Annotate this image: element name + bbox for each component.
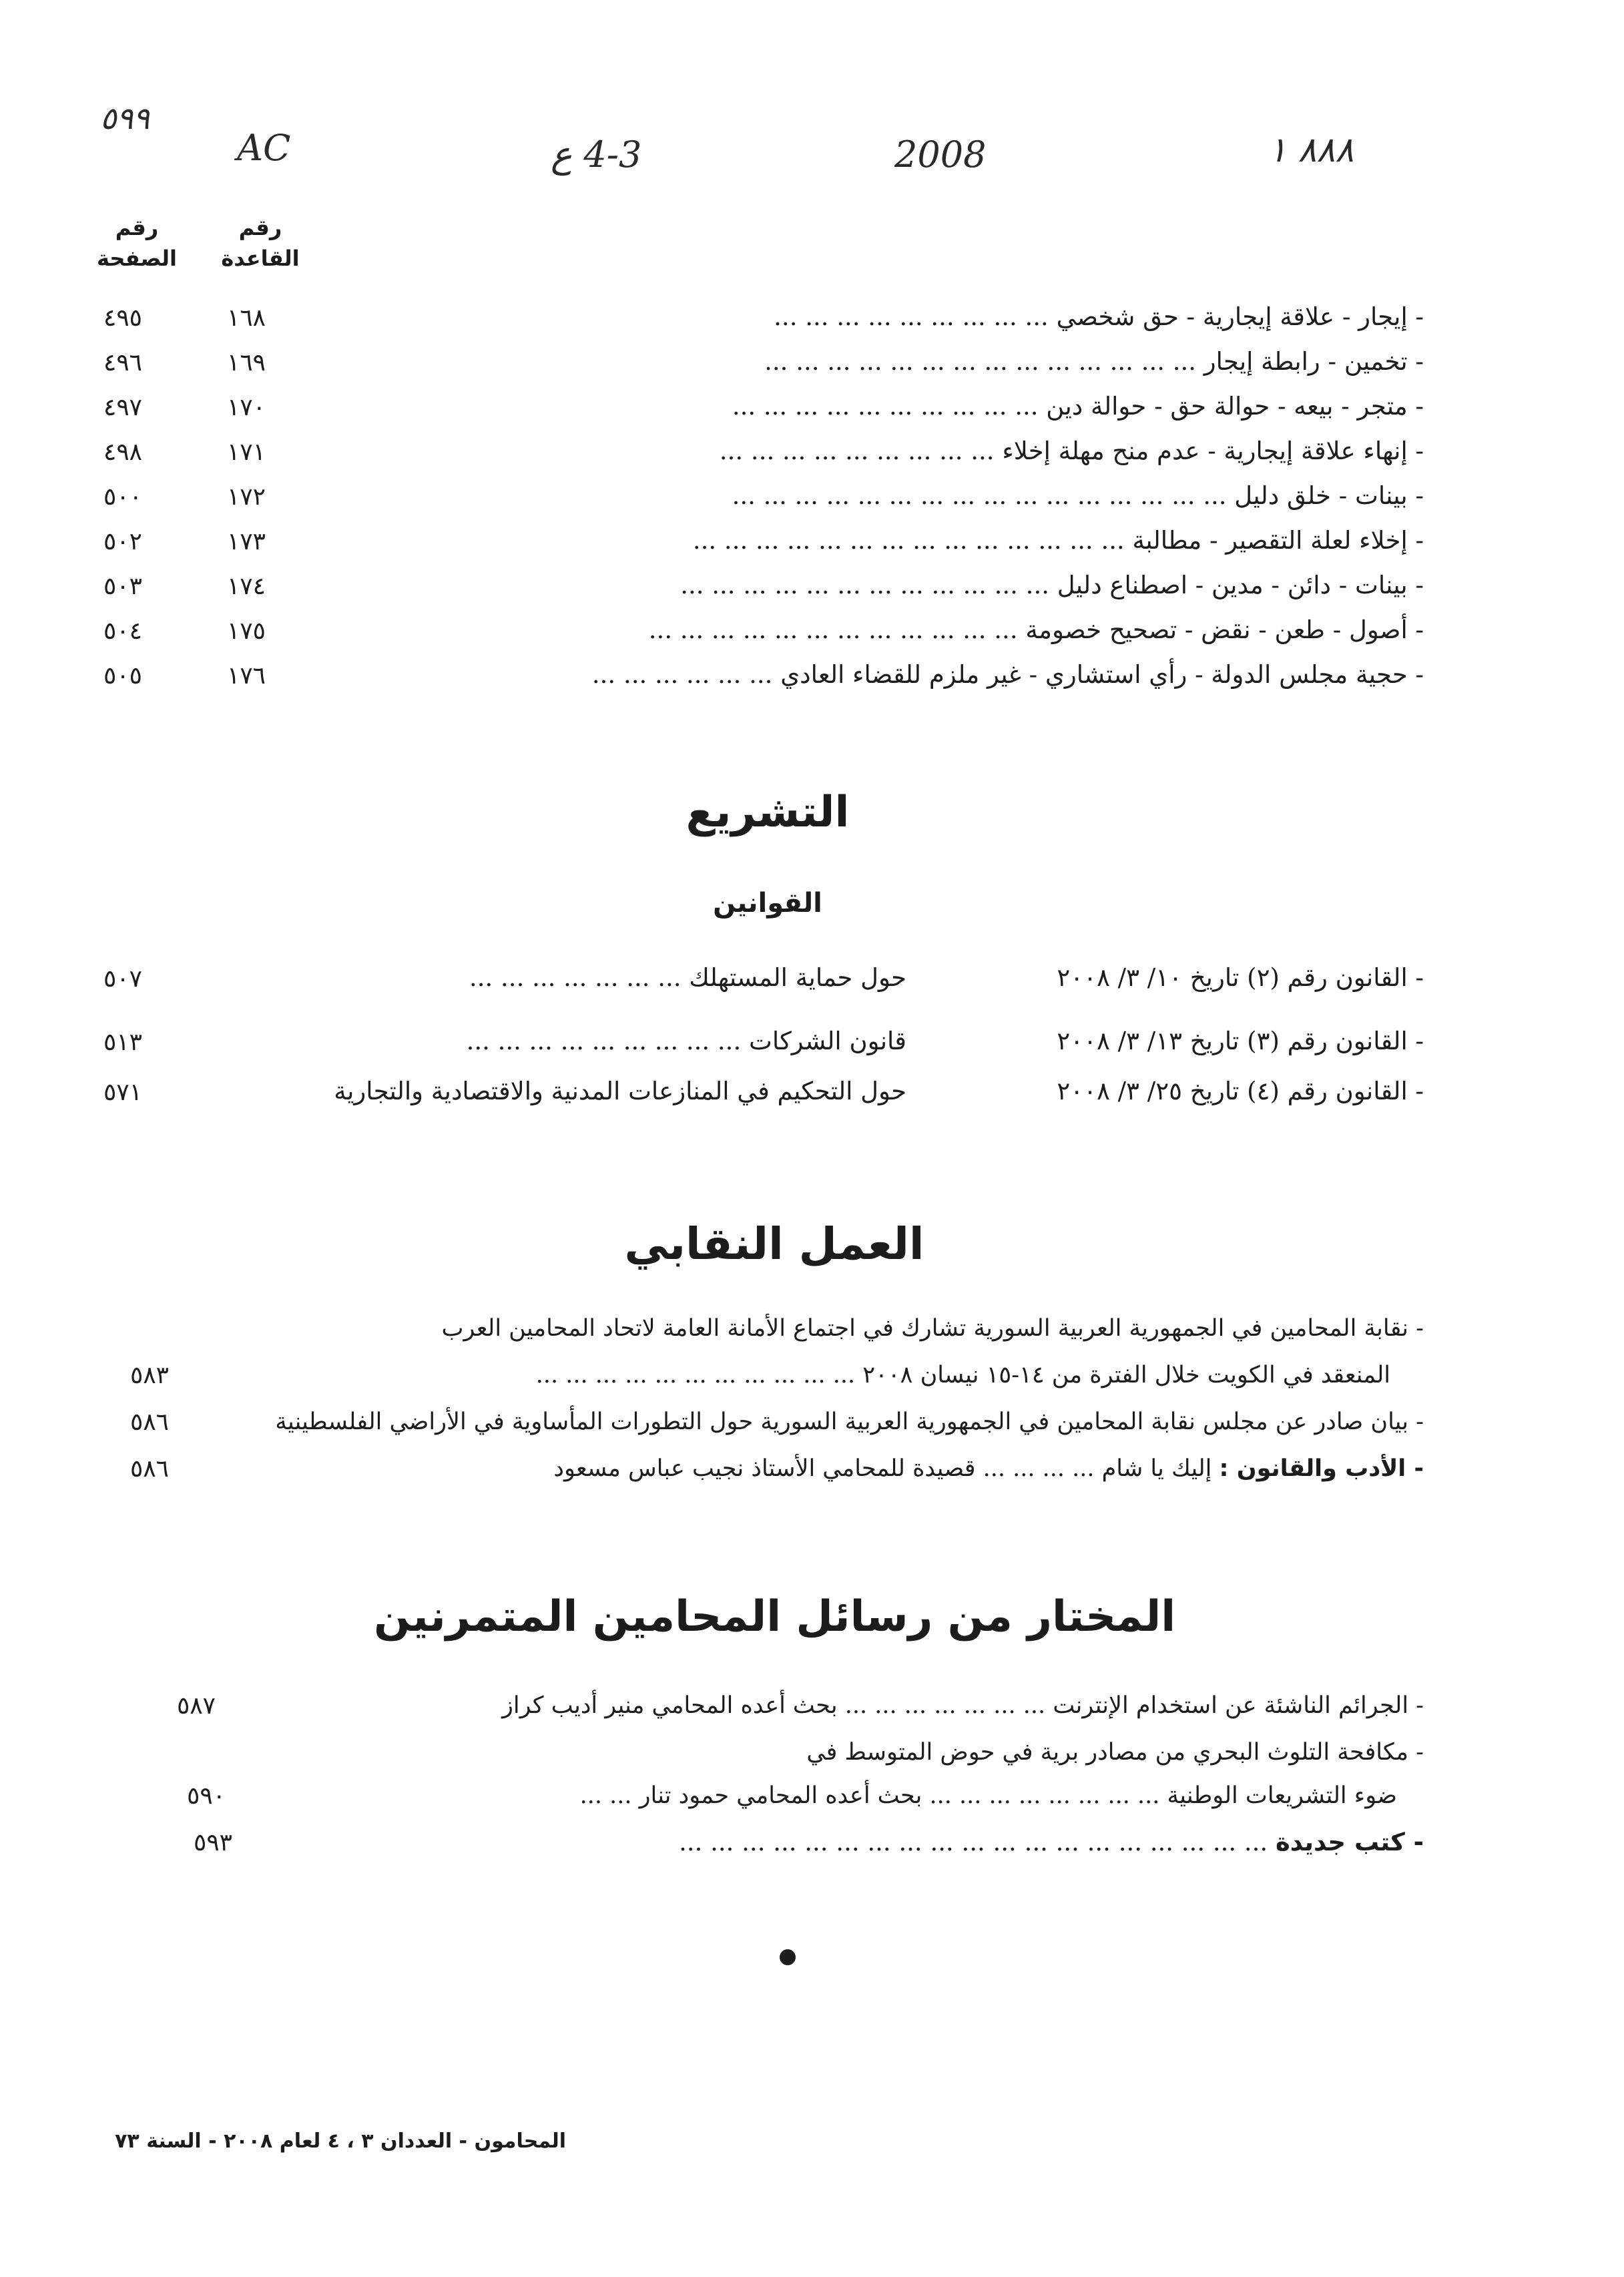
- trainees-title: المختار من رسائل المحامين المتمرنين: [374, 1592, 1176, 1641]
- rule-entry-text: - متجر - بيعه - حوالة حق - حوالة دين: [1046, 392, 1424, 421]
- trainee-item-1-dots: ... ... ... ... ... ... ...: [844, 1692, 1046, 1719]
- rule-header-line1: رقم: [238, 215, 282, 240]
- trainee-item-2-dots: ... ... ... ... ... ... ... ...: [929, 1782, 1160, 1809]
- rule-entry-dots: ... ... ... ... ... ... ... ... ... ... ... ... ... ...: [692, 526, 1125, 555]
- rule-page-number: ٥٠٤: [103, 617, 143, 645]
- handwritten-year: 2008: [894, 134, 987, 176]
- rule-number: ١٧٤: [227, 573, 266, 600]
- rule-page-number: ٥٠٠: [103, 483, 143, 511]
- trainee-item-1: [502, 1689, 1424, 1722]
- rule-entry: [336, 524, 1424, 557]
- rule-header-line2: القاعدة: [221, 246, 300, 271]
- law-page-number: ٥١٣: [103, 1029, 143, 1056]
- law-number: - القانون رقم (٤) تاريخ ٢٥/ ٣/ ٢٠٠٨: [1057, 1077, 1424, 1105]
- law-number: - القانون رقم (٢) تاريخ ١٠/ ٣/ ٢٠٠٨: [1057, 963, 1424, 992]
- legislation-title: التشريع: [686, 788, 850, 837]
- literature-page: ٥٨٦: [130, 1455, 170, 1483]
- rule-entry: [336, 300, 1424, 334]
- rule-entry: [336, 435, 1424, 468]
- footer-issue-info: المحامون - العددان ٣ ، ٤ لعام ٢٠٠٨ - السنة ٧٣: [115, 2129, 566, 2153]
- rule-entry: [336, 613, 1424, 647]
- rule-page-number: ٥٠٥: [103, 662, 143, 690]
- page-header-line2: الصفحة: [96, 246, 177, 271]
- rule-entry-text: - بينات - خلق دليل: [1234, 481, 1424, 510]
- rule-number: ١٧٦: [227, 662, 266, 690]
- rule-entry-text: - بينات - دائن - مدين - اصطناع دليل: [1057, 571, 1424, 599]
- new-books-page: ٥٩٣: [194, 1829, 233, 1856]
- rule-number: ١٧٢: [227, 483, 266, 511]
- new-books-label: - كتب جديدة: [1275, 1828, 1424, 1856]
- rule-number: ١٧١: [227, 439, 266, 466]
- literature-label: - الأدب والقانون :: [1219, 1455, 1424, 1482]
- trainee-item-2-page: ٥٩٠: [187, 1782, 226, 1810]
- rule-entry-text: - حجية مجلس الدولة - رأي استشاري - غير ملزم للقضاء العادي: [780, 660, 1424, 689]
- law-number: - القانون رقم (٣) تاريخ ١٣/ ٣/ ٢٠٠٨: [1057, 1027, 1424, 1055]
- law-page-number: ٥٠٧: [103, 965, 143, 993]
- end-ornament: [780, 1949, 796, 1965]
- literature-dots: ... ... ... ...: [983, 1455, 1095, 1482]
- rule-entry: [336, 390, 1424, 423]
- page-number-header: [83, 212, 190, 274]
- trainee-item-2-dots2: ... ...: [579, 1782, 632, 1809]
- handwritten-page-number: ٥٩٩: [100, 100, 150, 136]
- rule-entry-dots: ... ... ... ... ... ...: [591, 660, 773, 689]
- new-books-dots: ... ... ... ... ... ... ... ... ... ... ... ... ... ... ... ... ... ... ...: [679, 1828, 1268, 1856]
- rule-page-number: ٤٩٦: [103, 349, 143, 376]
- rule-entry: [336, 479, 1424, 513]
- trainee-item-2-subtitle: ضوء التشريعات الوطنية: [1167, 1782, 1397, 1809]
- literature-desc: قصيدة للمحامي الأستاذ نجيب عباس مسعود: [553, 1455, 976, 1482]
- rule-number: ١٦٨: [227, 304, 266, 332]
- law-subject: حول التحكيم في المنازعات المدنية والاقتصادية والتجارية: [334, 1077, 906, 1105]
- union-work-title: العمل النقابي: [624, 1218, 924, 1270]
- rule-page-number: ٤٩٨: [103, 439, 143, 466]
- union-item-2-page: ٥٨٦: [130, 1409, 170, 1436]
- rule-entry-dots: ... ... ... ... ... ... ... ... ...: [719, 437, 995, 465]
- rule-entry-dots: ... ... ... ... ... ... ... ... ...: [774, 302, 1049, 331]
- trainee-item-1-author: بحث أعده المحامي منير أديب كراز: [501, 1692, 838, 1719]
- law-subject-row: [469, 961, 906, 995]
- rule-number: ١٧٣: [227, 528, 266, 555]
- new-books-row: [679, 1826, 1424, 1859]
- rule-page-number: ٥٠٣: [103, 573, 143, 600]
- rule-number-header: [210, 212, 310, 274]
- rule-page-number: ٤٩٥: [103, 304, 143, 332]
- law-dots: ... ... ... ... ... ... ...: [469, 963, 682, 992]
- rule-entry-text: - أصول - طعن - نقض - تصحيح خصومة: [1025, 615, 1424, 644]
- law-subject: حول حماية المستهلك: [689, 963, 906, 992]
- rule-number: ١٦٩: [227, 349, 266, 376]
- rule-entry: [336, 569, 1424, 602]
- trainee-item-2-author: بحث أعده المحامي حمود تنار: [639, 1782, 922, 1809]
- laws-subtitle: القوانين: [713, 888, 822, 919]
- rule-entry-text: - تخمين - رابطة إيجار: [1203, 347, 1424, 376]
- page-header-line1: رقم: [115, 215, 159, 240]
- union-item-1-line1: - نقابة المحامين في الجمهورية العربية السورية تشارك في اجتماع الأمانة العامة لاتحاد المحامين العرب: [441, 1315, 1424, 1342]
- rule-page-number: ٤٩٧: [103, 394, 143, 421]
- rule-entry-text: - إنهاء علاقة إيجارية - عدم منح مهلة إخلاء: [1002, 437, 1424, 465]
- bleed-through-heading: [1155, 240, 1170, 290]
- rule-entry-dots: ... ... ... ... ... ... ... ... ... ... ... ...: [680, 571, 1049, 599]
- law-page-number: ٥٧١: [103, 1079, 143, 1106]
- law-subject-row: [334, 1075, 906, 1108]
- law-dots: ... ... ... ... ... ... ... ... ...: [466, 1027, 742, 1055]
- law-subject: قانون الشركات: [748, 1027, 906, 1055]
- rule-entry-dots: ... ... ... ... ... ... ... ... ... ... ... ... ... ...: [764, 347, 1197, 376]
- rule-entry: [336, 345, 1424, 378]
- rule-page-number: ٥٠٢: [103, 528, 143, 555]
- trainee-item-1-title: - الجرائم الناشئة عن استخدام الإنترنت: [1053, 1692, 1424, 1719]
- rule-entry-dots: ... ... ... ... ... ... ... ... ... ... ... ... ... ... ... ...: [732, 481, 1227, 510]
- union-item-1-line2: [536, 1358, 1390, 1392]
- handwritten-issue: 4-3 ع: [551, 134, 642, 176]
- rule-entry-text: - إيجار - علاقة إيجارية - حق شخصي: [1056, 302, 1424, 331]
- handwritten-volume: ٨٨٨ ١: [1268, 130, 1354, 170]
- literature-row: [553, 1452, 1424, 1485]
- union-item-2-text: - بيان صادر عن مجلس نقابة المحامين في الجمهورية العربية السورية حول التطورات المأساوية في الأراضي الفلسطينية: [275, 1409, 1424, 1435]
- rule-entry-text: - إخلاء لعلة التقصير - مطالبة: [1132, 526, 1424, 555]
- trainee-item-1-page: ٥٨٧: [177, 1692, 216, 1720]
- handwritten-ac: AC: [237, 127, 291, 169]
- rule-number: ١٧٥: [227, 617, 266, 645]
- rule-entry-dots: ... ... ... ... ... ... ... ... ... ...: [732, 392, 1039, 421]
- trainee-item-2-line2: [580, 1779, 1397, 1812]
- law-subject-row: [467, 1025, 906, 1058]
- trainee-item-2-line1: - مكافحة التلوث البحري من مصادر برية في حوض المتوسط في: [806, 1739, 1424, 1766]
- rule-number: ١٧٠: [227, 394, 266, 421]
- rule-entry: [336, 658, 1424, 692]
- union-item-1-line2-text: المنعقد في الكويت خلال الفترة من ١٤-١٥ نيسان ٢٠٠٨: [862, 1362, 1390, 1388]
- rule-entry-dots: ... ... ... ... ... ... ... ... ... ... ... ...: [648, 615, 1018, 644]
- union-item-1-page: ٥٨٣: [130, 1362, 170, 1389]
- literature-title: إليك يا شام: [1101, 1455, 1212, 1482]
- union-item-1-dots: ... ... ... ... ... ... ... ... ... ... ...: [535, 1362, 856, 1388]
